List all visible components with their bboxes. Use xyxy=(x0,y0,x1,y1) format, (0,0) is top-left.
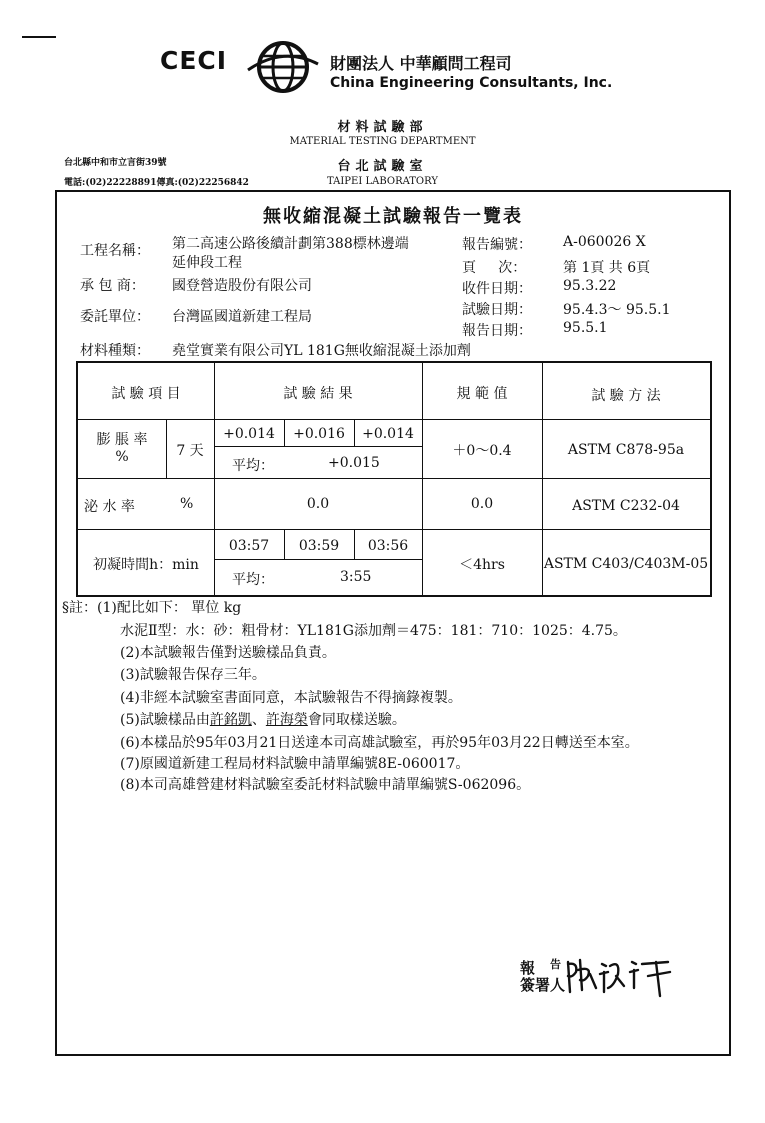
setting-result-1: 03:57 xyxy=(228,538,270,554)
contractor-label: 承 包 商： xyxy=(80,278,145,294)
client-label: 委託單位： xyxy=(80,309,150,325)
header-test-item: 試 驗 項 目 xyxy=(111,386,181,402)
expansion-result-1: +0.014 xyxy=(223,426,275,442)
globe-logo-icon xyxy=(246,40,320,94)
address: 台北縣中和市立言街39號 xyxy=(64,158,167,168)
page-label: 頁 次： xyxy=(462,260,527,276)
setting-time-label: 初凝時間h：min xyxy=(93,557,199,573)
note-5-text-a: (5)試驗樣品由 xyxy=(120,712,210,728)
note-1-mix-ratio: 水泥Ⅱ型：水：砂：粗骨材：YL181G添加劑＝475：181：710：1025：4.75。 xyxy=(120,623,627,639)
test-date-label: 試驗日期： xyxy=(462,302,532,318)
handwritten-signature xyxy=(562,952,682,1002)
client-value: 台灣區國道新建工程局 xyxy=(172,309,312,325)
note-1-mix-header: §註：(1)配比如下： 單位 kg xyxy=(62,600,242,616)
signatory-label-line1: 報 xyxy=(520,959,536,977)
material-value: 堯堂實業有限公司YL 181G無收縮混凝土添加劑 xyxy=(172,343,471,359)
table-rule xyxy=(78,529,710,530)
setting-spec: ＜4hrs xyxy=(459,557,505,573)
note-3: (3)試驗報告保存三年。 xyxy=(120,667,266,683)
note-5-name-2: 許海榮 xyxy=(265,712,308,728)
bleeding-unit: % xyxy=(180,496,194,512)
page-value: 第 1頁 共 6頁 xyxy=(563,260,651,276)
note-5-text-b: 會同取樣送驗。 xyxy=(307,712,406,728)
signature-stamp: 告 xyxy=(550,958,561,971)
report-date-value: 95.5.1 xyxy=(563,320,608,336)
expansion-label: 膨 脹 率 xyxy=(96,432,148,448)
project-name-line2: 延伸段工程 xyxy=(172,255,242,271)
phone-fax: 電話:(02)22228891傳真:(02)22256842 xyxy=(64,178,249,188)
header-method: 試 驗 方 法 xyxy=(591,388,661,404)
results-table xyxy=(76,361,712,597)
expansion-result-2: +0.016 xyxy=(293,426,345,442)
setting-method: ASTM C403/C403M-05 xyxy=(543,556,709,572)
bleeding-result: 0.0 xyxy=(306,496,330,512)
note-7: (7)原國道新建工程局材料試驗申請單編號8E-060017。 xyxy=(120,756,470,772)
note-5-name-1: 許銘凱 xyxy=(209,712,252,728)
bleeding-method: ASTM C232-04 xyxy=(572,498,680,514)
company-name-cn: 財團法人 中華顧問工程司 xyxy=(330,54,512,73)
expansion-result-3: +0.014 xyxy=(362,426,414,442)
test-date-value: 95.4.3～ 95.5.1 xyxy=(563,302,671,318)
setting-average-label: 平均： xyxy=(232,572,274,588)
project-name-line1: 第二高速公路後續計劃第388標林邊端 xyxy=(172,236,409,252)
table-rule xyxy=(214,446,422,447)
note-5 xyxy=(120,709,406,729)
note-5-separator: 、 xyxy=(251,712,266,728)
ceci-logo-text: CECI xyxy=(160,46,228,75)
note-6: (6)本樣品於95年03月21日送達本司高雄試驗室，再於95年03月22日轉送至本室。 xyxy=(120,735,639,751)
setting-result-2: 03:59 xyxy=(298,538,340,554)
report-title: 無收縮混凝土試驗報告一覽表 xyxy=(263,206,523,227)
expansion-method: ASTM C878-95a xyxy=(567,442,685,458)
table-rule xyxy=(214,559,422,560)
table-rule xyxy=(78,478,710,479)
expansion-average-label: 平均： xyxy=(232,458,274,474)
expansion-spec: ＋0～0.4 xyxy=(452,443,512,459)
corner-mark xyxy=(22,36,56,38)
signatory-label-line2: 簽署人 xyxy=(520,976,566,994)
header-test-result: 試 驗 結 果 xyxy=(283,386,353,402)
bleeding-label: 泌 水 率 xyxy=(84,499,135,515)
report-date-label: 報告日期： xyxy=(462,323,532,339)
laboratory-en: TAIPEI LABORATORY xyxy=(327,176,438,187)
material-label: 材料種類： xyxy=(80,343,150,359)
note-4: (4)非經本試驗室書面同意，本試驗報告不得摘錄複製。 xyxy=(120,690,462,706)
setting-result-3: 03:56 xyxy=(367,538,409,554)
project-label: 工程名稱： xyxy=(80,243,150,259)
note-8: (8)本司高雄營建材料試驗室委託材料試驗申請單編號S-062096。 xyxy=(120,777,531,793)
contractor-value: 國登營造股份有限公司 xyxy=(172,278,312,294)
report-no-label: 報告編號： xyxy=(462,237,532,253)
expansion-age: 7 天 xyxy=(176,443,204,459)
received-date-label: 收件日期： xyxy=(462,281,532,297)
setting-average-value: 3:55 xyxy=(340,569,372,585)
expansion-unit: % xyxy=(115,449,129,465)
expansion-average-value: +0.015 xyxy=(328,455,380,471)
laboratory-cn: 台北試驗室 xyxy=(337,159,428,174)
report-no-value: A-060026 X xyxy=(563,234,646,250)
company-name-en: China Engineering Consultants, Inc. xyxy=(330,75,613,91)
department-en: MATERIAL TESTING DEPARTMENT xyxy=(289,136,476,147)
bleeding-spec: 0.0 xyxy=(470,496,494,512)
header-spec: 規 範 值 xyxy=(456,386,508,402)
table-rule xyxy=(78,419,710,420)
note-2: (2)本試驗報告僅對送驗樣品負責。 xyxy=(120,645,336,661)
received-date-value: 95.3.22 xyxy=(563,278,617,294)
department-cn: 材料試驗部 xyxy=(337,120,428,135)
